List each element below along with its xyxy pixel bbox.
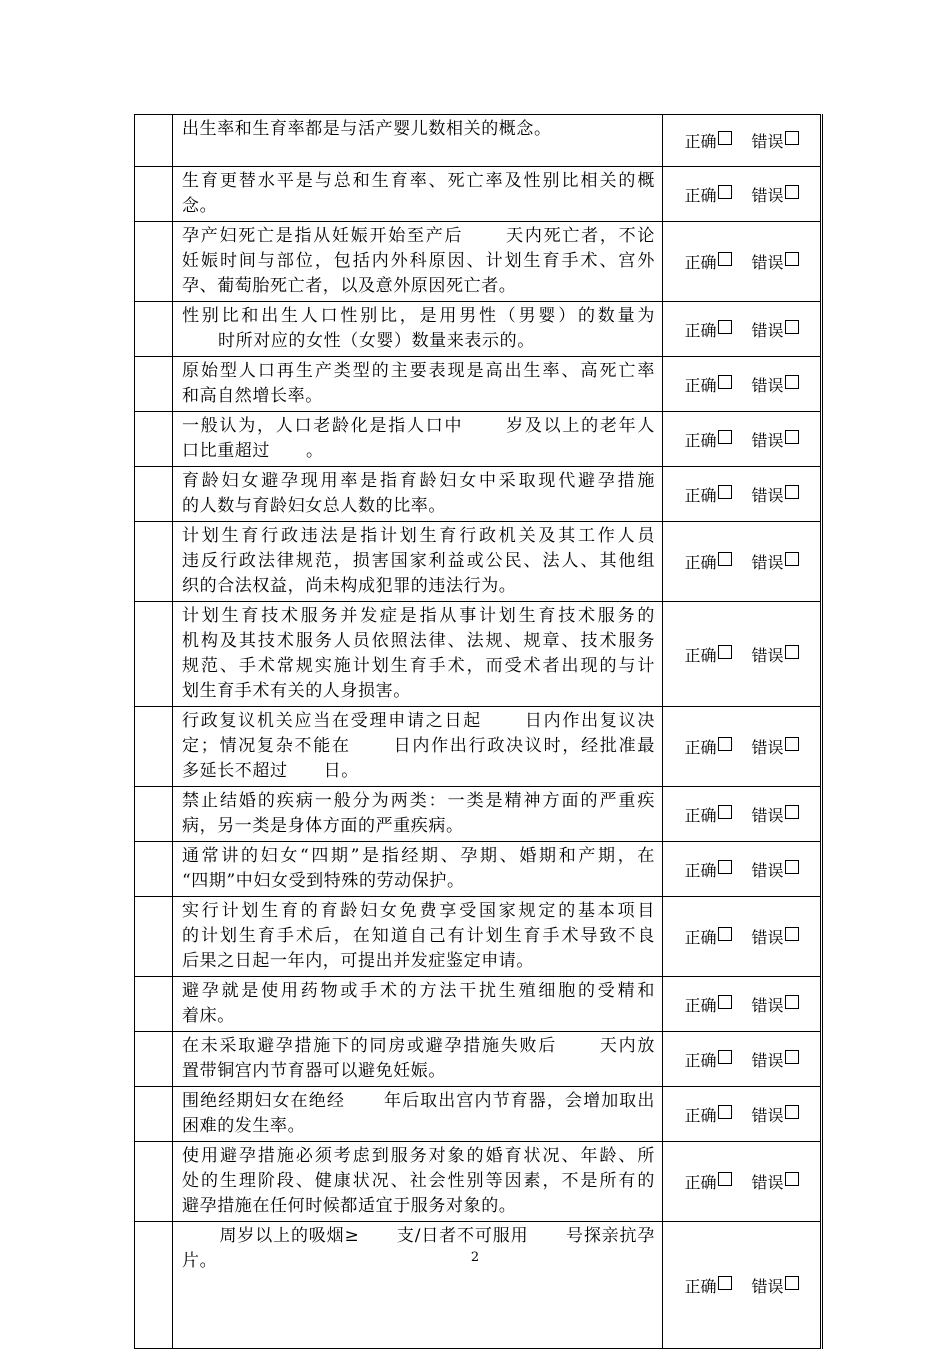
statement-line: 机构及其技术服务人员依照法律、法规、规章、技术服务 bbox=[182, 631, 655, 651]
correct-option[interactable] bbox=[684, 1274, 731, 1297]
answer-options bbox=[663, 1142, 822, 1222]
true-false-table bbox=[134, 114, 823, 1349]
statement-line: 计划生育技术服务并发症是指从事计划生育技术服务的 bbox=[182, 606, 655, 626]
wrong-option[interactable] bbox=[752, 925, 799, 948]
wrong-checkbox[interactable] bbox=[785, 1276, 799, 1290]
statement-line: 多延长不超过 日。 bbox=[182, 761, 359, 781]
wrong-checkbox[interactable] bbox=[785, 927, 799, 941]
correct-label: 正确 bbox=[684, 995, 717, 1015]
correct-checkbox[interactable] bbox=[718, 645, 732, 659]
question-row bbox=[135, 1222, 822, 1349]
wrong-label: 错误 bbox=[751, 1050, 784, 1070]
question-number-cell bbox=[135, 1087, 173, 1142]
question-number-cell bbox=[135, 222, 173, 302]
correct-checkbox[interactable] bbox=[718, 552, 732, 566]
statement-line: 出生率和生育率都是与活产婴儿数相关的概念。 bbox=[182, 119, 552, 139]
answer-options bbox=[663, 412, 822, 467]
statement-line: “四期”中妇女受到特殊的劳动保护。 bbox=[182, 871, 465, 891]
question-row bbox=[135, 1032, 822, 1087]
page-number: 2 bbox=[470, 1250, 480, 1265]
correct-checkbox[interactable] bbox=[718, 485, 732, 499]
correct-label: 正确 bbox=[684, 1105, 717, 1125]
wrong-checkbox[interactable] bbox=[785, 805, 799, 819]
correct-label: 正确 bbox=[684, 485, 717, 505]
statement-line: 使用避孕措施必须考虑到服务对象的婚育状况、年龄、所 bbox=[182, 1146, 655, 1166]
question-statement bbox=[173, 222, 663, 302]
question-number-cell bbox=[135, 1142, 173, 1222]
question-row bbox=[135, 897, 822, 977]
statement-line: 的计划生育手术后，在知道自己有计划生育手术导致不良 bbox=[182, 926, 655, 946]
correct-label: 正确 bbox=[684, 553, 717, 572]
question-row bbox=[135, 602, 822, 707]
correct-label: 正确 bbox=[684, 1173, 717, 1192]
statement-line: 生育更替水平是与总和生育率、死亡率及性别比相关的概 bbox=[182, 171, 655, 191]
wrong-label: 错误 bbox=[751, 553, 784, 572]
wrong-label: 错误 bbox=[751, 860, 784, 880]
correct-label: 正确 bbox=[684, 430, 717, 450]
question-statement bbox=[173, 977, 663, 1032]
statement-line: 禁止结婚的疾病一般分为两类：一类是精神方面的严重疾 bbox=[182, 791, 655, 811]
question-number-cell bbox=[135, 412, 173, 467]
statement-line: 围绝经期妇女在绝经 年后取出宫内节育器，会增加取出 bbox=[182, 1091, 655, 1111]
statement-line: 和高自然增长率。 bbox=[182, 386, 323, 406]
correct-checkbox[interactable] bbox=[718, 1276, 732, 1290]
correct-option[interactable] bbox=[684, 735, 731, 758]
answer-options bbox=[663, 787, 822, 842]
question-row bbox=[135, 222, 822, 302]
question-row bbox=[135, 302, 822, 357]
wrong-checkbox[interactable] bbox=[785, 485, 799, 499]
correct-checkbox[interactable] bbox=[718, 375, 732, 389]
question-statement bbox=[173, 842, 663, 897]
question-statement bbox=[173, 115, 663, 167]
wrong-option[interactable] bbox=[752, 1170, 799, 1193]
correct-checkbox[interactable] bbox=[718, 320, 732, 334]
correct-checkbox[interactable] bbox=[718, 1172, 732, 1186]
wrong-checkbox[interactable] bbox=[785, 252, 799, 266]
wrong-checkbox[interactable] bbox=[785, 430, 799, 444]
statement-line: 的人数与育龄妇女总人数的比率。 bbox=[182, 496, 446, 516]
statement-line: 计划生育行政违法是指计划生育行政机关及其工作人员 bbox=[182, 526, 655, 546]
statement-line: 处的生理阶段、健康状况、社会性别等因素，不是所有的 bbox=[182, 1171, 655, 1191]
question-number-cell bbox=[135, 522, 173, 602]
correct-checkbox[interactable] bbox=[718, 737, 732, 751]
statement-line: 妊娠时间与部位，包括内外科原因、计划生育手术、宫外 bbox=[182, 251, 655, 271]
correct-option[interactable] bbox=[684, 858, 731, 881]
question-statement bbox=[173, 357, 663, 412]
wrong-option[interactable] bbox=[752, 803, 799, 826]
statement-line: 通常讲的妇女“四期”是指经期、孕期、婚期和产期，在 bbox=[182, 846, 655, 866]
statement-line: 周岁以上的吸烟≥ 支/日者不可服用 号探亲抗孕片。 bbox=[182, 1226, 655, 1271]
answer-options bbox=[663, 707, 822, 787]
wrong-label: 错误 bbox=[751, 132, 784, 151]
statement-line: 念。 bbox=[182, 196, 218, 216]
wrong-label: 错误 bbox=[751, 1105, 784, 1125]
question-row bbox=[135, 707, 822, 787]
correct-option[interactable] bbox=[684, 1103, 731, 1126]
correct-option[interactable] bbox=[684, 250, 731, 273]
correct-checkbox[interactable] bbox=[718, 430, 732, 444]
correct-label: 正确 bbox=[684, 738, 717, 757]
correct-label: 正确 bbox=[684, 928, 717, 947]
question-row bbox=[135, 787, 822, 842]
question-row bbox=[135, 412, 822, 467]
statement-line: 口比重超过 。 bbox=[182, 441, 324, 461]
correct-label: 正确 bbox=[684, 1276, 717, 1296]
question-number-cell bbox=[135, 1222, 173, 1349]
correct-option[interactable] bbox=[684, 183, 731, 206]
wrong-checkbox[interactable] bbox=[785, 1050, 799, 1064]
correct-checkbox[interactable] bbox=[718, 995, 732, 1009]
wrong-option[interactable] bbox=[752, 428, 799, 451]
question-number-cell bbox=[135, 115, 173, 167]
wrong-option[interactable] bbox=[752, 858, 799, 881]
answer-options bbox=[663, 1087, 822, 1142]
correct-option[interactable] bbox=[684, 803, 731, 826]
question-statement bbox=[173, 522, 663, 602]
correct-label: 正确 bbox=[684, 132, 717, 151]
statement-line: 在未采取避孕措施下的同房或避孕措施失败后 天内放 bbox=[182, 1036, 655, 1056]
question-row bbox=[135, 357, 822, 412]
correct-option[interactable] bbox=[684, 318, 731, 341]
statement-line: 违反行政法律规范，损害国家利益或公民、法人、其他组 bbox=[182, 551, 655, 571]
correct-label: 正确 bbox=[684, 253, 717, 272]
correct-label: 正确 bbox=[684, 320, 717, 340]
correct-option[interactable] bbox=[684, 1170, 731, 1193]
wrong-checkbox[interactable] bbox=[785, 320, 799, 334]
wrong-checkbox[interactable] bbox=[785, 860, 799, 874]
question-statement bbox=[173, 1032, 663, 1087]
wrong-checkbox[interactable] bbox=[785, 995, 799, 1009]
wrong-option[interactable] bbox=[752, 735, 799, 758]
wrong-checkbox[interactable] bbox=[785, 185, 799, 199]
correct-checkbox[interactable] bbox=[718, 927, 732, 941]
correct-option[interactable] bbox=[684, 993, 731, 1016]
correct-option[interactable] bbox=[684, 428, 731, 451]
correct-option[interactable] bbox=[684, 129, 731, 152]
correct-checkbox[interactable] bbox=[718, 1050, 732, 1064]
correct-option[interactable] bbox=[684, 373, 731, 396]
question-number-cell bbox=[135, 1032, 173, 1087]
correct-label: 正确 bbox=[684, 860, 717, 880]
wrong-option[interactable] bbox=[752, 250, 799, 273]
correct-checkbox[interactable] bbox=[718, 252, 732, 266]
statement-line: 后果之日起一年内，可提出并发症鉴定申请。 bbox=[182, 951, 534, 971]
answer-options bbox=[663, 467, 822, 522]
correct-label: 正确 bbox=[684, 185, 717, 205]
question-number-cell bbox=[135, 167, 173, 222]
question-statement bbox=[173, 302, 663, 357]
question-row bbox=[135, 977, 822, 1032]
statement-line: 织的合法权益，尚未构成犯罪的违法行为。 bbox=[182, 576, 517, 596]
statement-line: 孕产妇死亡是指从妊娠开始至产后 天内死亡者，不论 bbox=[182, 226, 655, 246]
statement-line: 置带铜宫内节育器可以避免妊娠。 bbox=[182, 1061, 446, 1081]
question-statement bbox=[173, 897, 663, 977]
question-number-cell bbox=[135, 897, 173, 977]
wrong-checkbox[interactable] bbox=[785, 1172, 799, 1186]
wrong-label: 错误 bbox=[751, 645, 784, 665]
statement-line: 规范、手术常规实施计划生育手术，而受术者出现的与计 bbox=[182, 656, 655, 676]
statement-line: 实行计划生育的育龄妇女免费享受国家规定的基本项目 bbox=[182, 901, 655, 921]
wrong-label: 错误 bbox=[751, 253, 784, 272]
statement-line: 病，另一类是身体方面的严重疾病。 bbox=[182, 816, 464, 836]
statement-line: 性别比和出生人口性别比，是用男性（男婴）的数量为 bbox=[182, 306, 655, 326]
wrong-label: 错误 bbox=[751, 928, 784, 947]
question-row bbox=[135, 522, 822, 602]
wrong-checkbox[interactable] bbox=[785, 645, 799, 659]
question-number-cell bbox=[135, 602, 173, 707]
correct-label: 正确 bbox=[684, 645, 717, 665]
wrong-label: 错误 bbox=[751, 185, 784, 205]
correct-option[interactable] bbox=[684, 483, 731, 506]
question-statement bbox=[173, 602, 663, 707]
wrong-label: 错误 bbox=[751, 320, 784, 340]
wrong-option[interactable] bbox=[752, 183, 799, 206]
statement-line: 着床。 bbox=[182, 1006, 235, 1026]
wrong-label: 错误 bbox=[751, 1276, 784, 1296]
statement-line: 孕、葡萄胎死亡者，以及意外原因死亡者。 bbox=[182, 276, 517, 296]
wrong-option[interactable] bbox=[752, 1048, 799, 1071]
wrong-label: 错误 bbox=[751, 1173, 784, 1192]
wrong-option[interactable] bbox=[752, 550, 799, 573]
question-row bbox=[135, 115, 822, 167]
answer-options bbox=[663, 167, 822, 222]
statement-line: 行政复议机关应当在受理申请之日起 日内作出复议决 bbox=[182, 711, 655, 731]
answer-options bbox=[663, 897, 822, 977]
wrong-checkbox[interactable] bbox=[785, 375, 799, 389]
question-number-cell bbox=[135, 977, 173, 1032]
answer-options bbox=[663, 115, 822, 167]
statement-line: 避孕就是使用药物或手术的方法干扰生殖细胞的受精和 bbox=[182, 981, 655, 1001]
answer-options bbox=[663, 302, 822, 357]
answer-options bbox=[663, 522, 822, 602]
correct-label: 正确 bbox=[684, 375, 717, 395]
wrong-option[interactable] bbox=[752, 483, 799, 506]
correct-option[interactable] bbox=[684, 643, 731, 666]
statement-line: 划生育手术有关的人身损害。 bbox=[182, 681, 411, 701]
wrong-checkbox[interactable] bbox=[785, 737, 799, 751]
question-row bbox=[135, 1142, 822, 1222]
correct-checkbox[interactable] bbox=[718, 1105, 732, 1119]
answer-options bbox=[663, 222, 822, 302]
correct-option[interactable] bbox=[684, 1048, 731, 1071]
answer-options bbox=[663, 977, 822, 1032]
question-row bbox=[135, 842, 822, 897]
statement-line: 原始型人口再生产类型的主要表现是高出生率、高死亡率 bbox=[182, 361, 655, 381]
answer-options bbox=[663, 1222, 822, 1349]
wrong-label: 错误 bbox=[751, 430, 784, 450]
statement-line: 定；情况复杂不能在 日内作出行政决议时，经批准最 bbox=[182, 736, 655, 756]
question-row bbox=[135, 467, 822, 522]
wrong-label: 错误 bbox=[751, 995, 784, 1015]
answer-options bbox=[663, 602, 822, 707]
answer-options bbox=[663, 1032, 822, 1087]
statement-line: 时所对应的女性（女婴）数量来表示的。 bbox=[182, 331, 535, 351]
question-row bbox=[135, 167, 822, 222]
wrong-option[interactable] bbox=[752, 1103, 799, 1126]
wrong-checkbox[interactable] bbox=[785, 131, 799, 145]
wrong-option[interactable] bbox=[752, 643, 799, 666]
correct-label: 正确 bbox=[684, 1050, 717, 1070]
question-statement bbox=[173, 787, 663, 842]
question-number-cell bbox=[135, 707, 173, 787]
statement-line: 一般认为，人口老龄化是指人口中 岁及以上的老年人 bbox=[182, 416, 655, 436]
question-statement bbox=[173, 1222, 663, 1349]
statement-line: 困难的发生率。 bbox=[182, 1116, 306, 1136]
answer-options bbox=[663, 357, 822, 412]
answer-options bbox=[663, 842, 822, 897]
question-statement bbox=[173, 1087, 663, 1142]
wrong-option[interactable] bbox=[752, 318, 799, 341]
correct-checkbox[interactable] bbox=[718, 860, 732, 874]
question-statement bbox=[173, 467, 663, 522]
question-row bbox=[135, 1087, 822, 1142]
question-statement bbox=[173, 1142, 663, 1222]
statement-line: 避孕措施在任何时候都适宜于服务对象的。 bbox=[182, 1196, 517, 1216]
wrong-option[interactable] bbox=[752, 129, 799, 152]
question-number-cell bbox=[135, 787, 173, 842]
correct-checkbox[interactable] bbox=[718, 131, 732, 145]
correct-checkbox[interactable] bbox=[718, 185, 732, 199]
wrong-label: 错误 bbox=[751, 375, 784, 395]
question-statement bbox=[173, 412, 663, 467]
wrong-option[interactable] bbox=[752, 373, 799, 396]
wrong-option[interactable] bbox=[752, 1274, 799, 1297]
question-number-cell bbox=[135, 842, 173, 897]
correct-option[interactable] bbox=[684, 925, 731, 948]
question-number-cell bbox=[135, 357, 173, 412]
wrong-label: 错误 bbox=[751, 485, 784, 505]
wrong-checkbox[interactable] bbox=[785, 552, 799, 566]
correct-label: 正确 bbox=[684, 805, 717, 825]
question-number-cell bbox=[135, 467, 173, 522]
wrong-label: 错误 bbox=[751, 738, 784, 757]
question-number-cell bbox=[135, 302, 173, 357]
question-statement bbox=[173, 707, 663, 787]
question-statement bbox=[173, 167, 663, 222]
wrong-option[interactable] bbox=[752, 993, 799, 1016]
wrong-label: 错误 bbox=[751, 805, 784, 825]
correct-option[interactable] bbox=[684, 550, 731, 573]
statement-line: 育龄妇女避孕现用率是指育龄妇女中采取现代避孕措施 bbox=[182, 471, 655, 491]
correct-checkbox[interactable] bbox=[718, 805, 732, 819]
wrong-checkbox[interactable] bbox=[785, 1105, 799, 1119]
